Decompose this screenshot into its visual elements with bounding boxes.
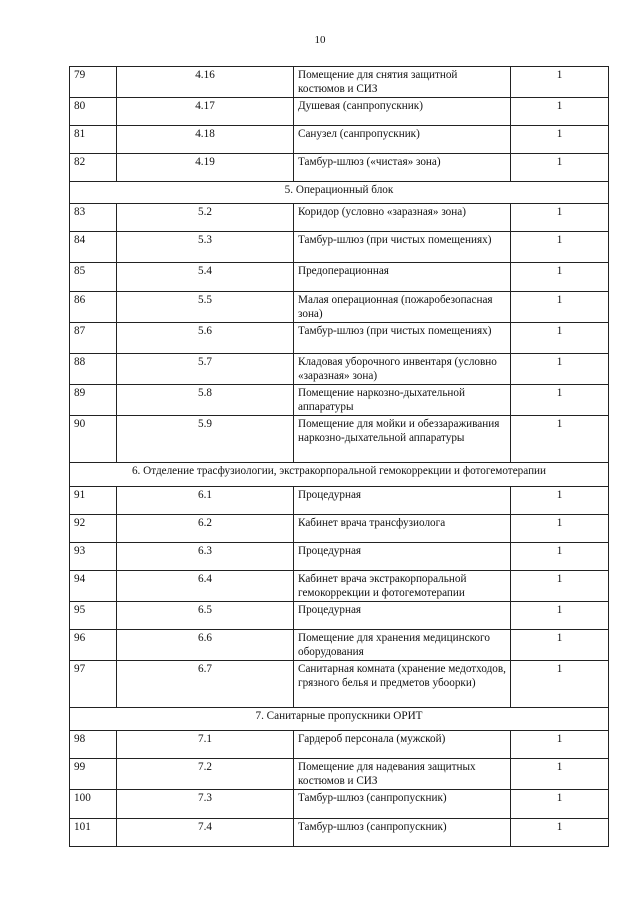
room-code: 6.7 [117, 661, 294, 708]
room-quantity: 1 [511, 323, 609, 354]
row-number: 95 [70, 602, 117, 630]
table-row [70, 126, 609, 154]
room-quantity: 1 [511, 354, 609, 385]
row-number: 89 [70, 385, 117, 416]
row-number: 80 [70, 98, 117, 126]
room-code: 5.3 [117, 232, 294, 263]
room-code: 7.1 [117, 731, 294, 759]
room-name: Тамбур-шлюз (санпропускник) [294, 819, 511, 847]
table-row [70, 515, 609, 543]
row-number: 81 [70, 126, 117, 154]
row-number: 87 [70, 323, 117, 354]
table-row [70, 819, 609, 847]
table-row [70, 354, 609, 385]
room-name: Санузел (санпропускник) [294, 126, 511, 154]
section-heading: 5. Операционный блок [70, 182, 609, 204]
room-quantity: 1 [511, 731, 609, 759]
room-quantity: 1 [511, 543, 609, 571]
room-code: 7.4 [117, 819, 294, 847]
row-number: 92 [70, 515, 117, 543]
row-number: 98 [70, 731, 117, 759]
room-quantity: 1 [511, 232, 609, 263]
room-code: 4.17 [117, 98, 294, 126]
room-name: Предоперационная [294, 263, 511, 292]
room-code: 7.2 [117, 759, 294, 790]
room-code: 4.16 [117, 67, 294, 98]
room-quantity: 1 [511, 630, 609, 661]
room-quantity: 1 [511, 292, 609, 323]
room-quantity: 1 [511, 515, 609, 543]
room-name: Помещение для снятия защитной костюмов и СИЗ [294, 67, 511, 98]
room-code: 4.18 [117, 126, 294, 154]
row-number: 93 [70, 543, 117, 571]
table-row [70, 232, 609, 263]
room-name: Санитарная комната (хранение медотходов, грязного белья и предметов убоорки) [294, 661, 511, 708]
room-code: 5.2 [117, 204, 294, 232]
room-code: 6.1 [117, 487, 294, 515]
table-row [70, 263, 609, 292]
table-row [70, 154, 609, 182]
room-quantity: 1 [511, 759, 609, 790]
room-code: 7.3 [117, 790, 294, 819]
table-row [70, 731, 609, 759]
section-row [70, 182, 609, 204]
table-row [70, 543, 609, 571]
room-code: 4.19 [117, 154, 294, 182]
row-number: 82 [70, 154, 117, 182]
room-name: Процедурная [294, 543, 511, 571]
room-quantity: 1 [511, 385, 609, 416]
row-number: 97 [70, 661, 117, 708]
room-code: 5.9 [117, 416, 294, 463]
room-quantity: 1 [511, 126, 609, 154]
row-number: 90 [70, 416, 117, 463]
section-row [70, 463, 609, 487]
room-name: Малая операционная (пожаробезопасная зона) [294, 292, 511, 323]
row-number: 94 [70, 571, 117, 602]
section-heading: 6. Отделение трасфузиологии, экстракорпоральной гемокоррекции и фотогемотерапии [70, 463, 609, 487]
room-quantity: 1 [511, 67, 609, 98]
page-number: 10 [314, 34, 326, 46]
room-name: Помещение для мойки и обеззараживания наркозно-дыхательной аппаратуры [294, 416, 511, 463]
room-name: Помещение наркозно-дыхательной аппаратуры [294, 385, 511, 416]
room-quantity: 1 [511, 602, 609, 630]
table-row [70, 630, 609, 661]
room-code: 5.5 [117, 292, 294, 323]
room-code: 5.8 [117, 385, 294, 416]
table-row [70, 661, 609, 708]
row-number: 88 [70, 354, 117, 385]
row-number: 79 [70, 67, 117, 98]
table-row [70, 67, 609, 98]
room-name: Коридор (условно «заразная» зона) [294, 204, 511, 232]
row-number: 100 [70, 790, 117, 819]
room-name: Кабинет врача трансфузиолога [294, 515, 511, 543]
room-code: 6.3 [117, 543, 294, 571]
table-row [70, 323, 609, 354]
table-row [70, 385, 609, 416]
room-name: Тамбур-шлюз (при чистых помещениях) [294, 323, 511, 354]
room-code: 5.6 [117, 323, 294, 354]
row-number: 85 [70, 263, 117, 292]
room-name: Процедурная [294, 487, 511, 515]
room-code: 6.5 [117, 602, 294, 630]
room-name: Помещение для надевания защитных костюмов и СИЗ [294, 759, 511, 790]
rooms-table [69, 66, 609, 847]
room-code: 5.4 [117, 263, 294, 292]
room-quantity: 1 [511, 487, 609, 515]
room-name: Тамбур-шлюз («чистая» зона) [294, 154, 511, 182]
room-quantity: 1 [511, 204, 609, 232]
table-row [70, 602, 609, 630]
row-number: 84 [70, 232, 117, 263]
table-row [70, 487, 609, 515]
table-row [70, 571, 609, 602]
room-code: 6.2 [117, 515, 294, 543]
room-name: Процедурная [294, 602, 511, 630]
room-quantity: 1 [511, 790, 609, 819]
room-name: Тамбур-шлюз (санпропускник) [294, 790, 511, 819]
table-row [70, 204, 609, 232]
row-number: 86 [70, 292, 117, 323]
room-quantity: 1 [511, 263, 609, 292]
room-code: 5.7 [117, 354, 294, 385]
row-number: 96 [70, 630, 117, 661]
room-code: 6.6 [117, 630, 294, 661]
room-quantity: 1 [511, 98, 609, 126]
row-number: 83 [70, 204, 117, 232]
room-name: Тамбур-шлюз (при чистых помещениях) [294, 232, 511, 263]
room-quantity: 1 [511, 571, 609, 602]
row-number: 99 [70, 759, 117, 790]
section-heading: 7. Санитарные пропускники ОРИТ [70, 708, 609, 731]
room-name: Помещение для хранения медицинского оборудования [294, 630, 511, 661]
room-quantity: 1 [511, 416, 609, 463]
room-code: 6.4 [117, 571, 294, 602]
row-number: 91 [70, 487, 117, 515]
room-quantity: 1 [511, 661, 609, 708]
section-row [70, 708, 609, 731]
table-row [70, 292, 609, 323]
room-name: Кабинет врача экстракорпоральной гемокоррекции и фотогемотерапии [294, 571, 511, 602]
table-row [70, 416, 609, 463]
room-name: Кладовая уборочного инвентаря (условно «заразная» зона) [294, 354, 511, 385]
room-name: Душевая (санпропускник) [294, 98, 511, 126]
table-row [70, 98, 609, 126]
room-name: Гардероб персонала (мужской) [294, 731, 511, 759]
table-row [70, 790, 609, 819]
table-row [70, 759, 609, 790]
room-quantity: 1 [511, 819, 609, 847]
room-quantity: 1 [511, 154, 609, 182]
row-number: 101 [70, 819, 117, 847]
